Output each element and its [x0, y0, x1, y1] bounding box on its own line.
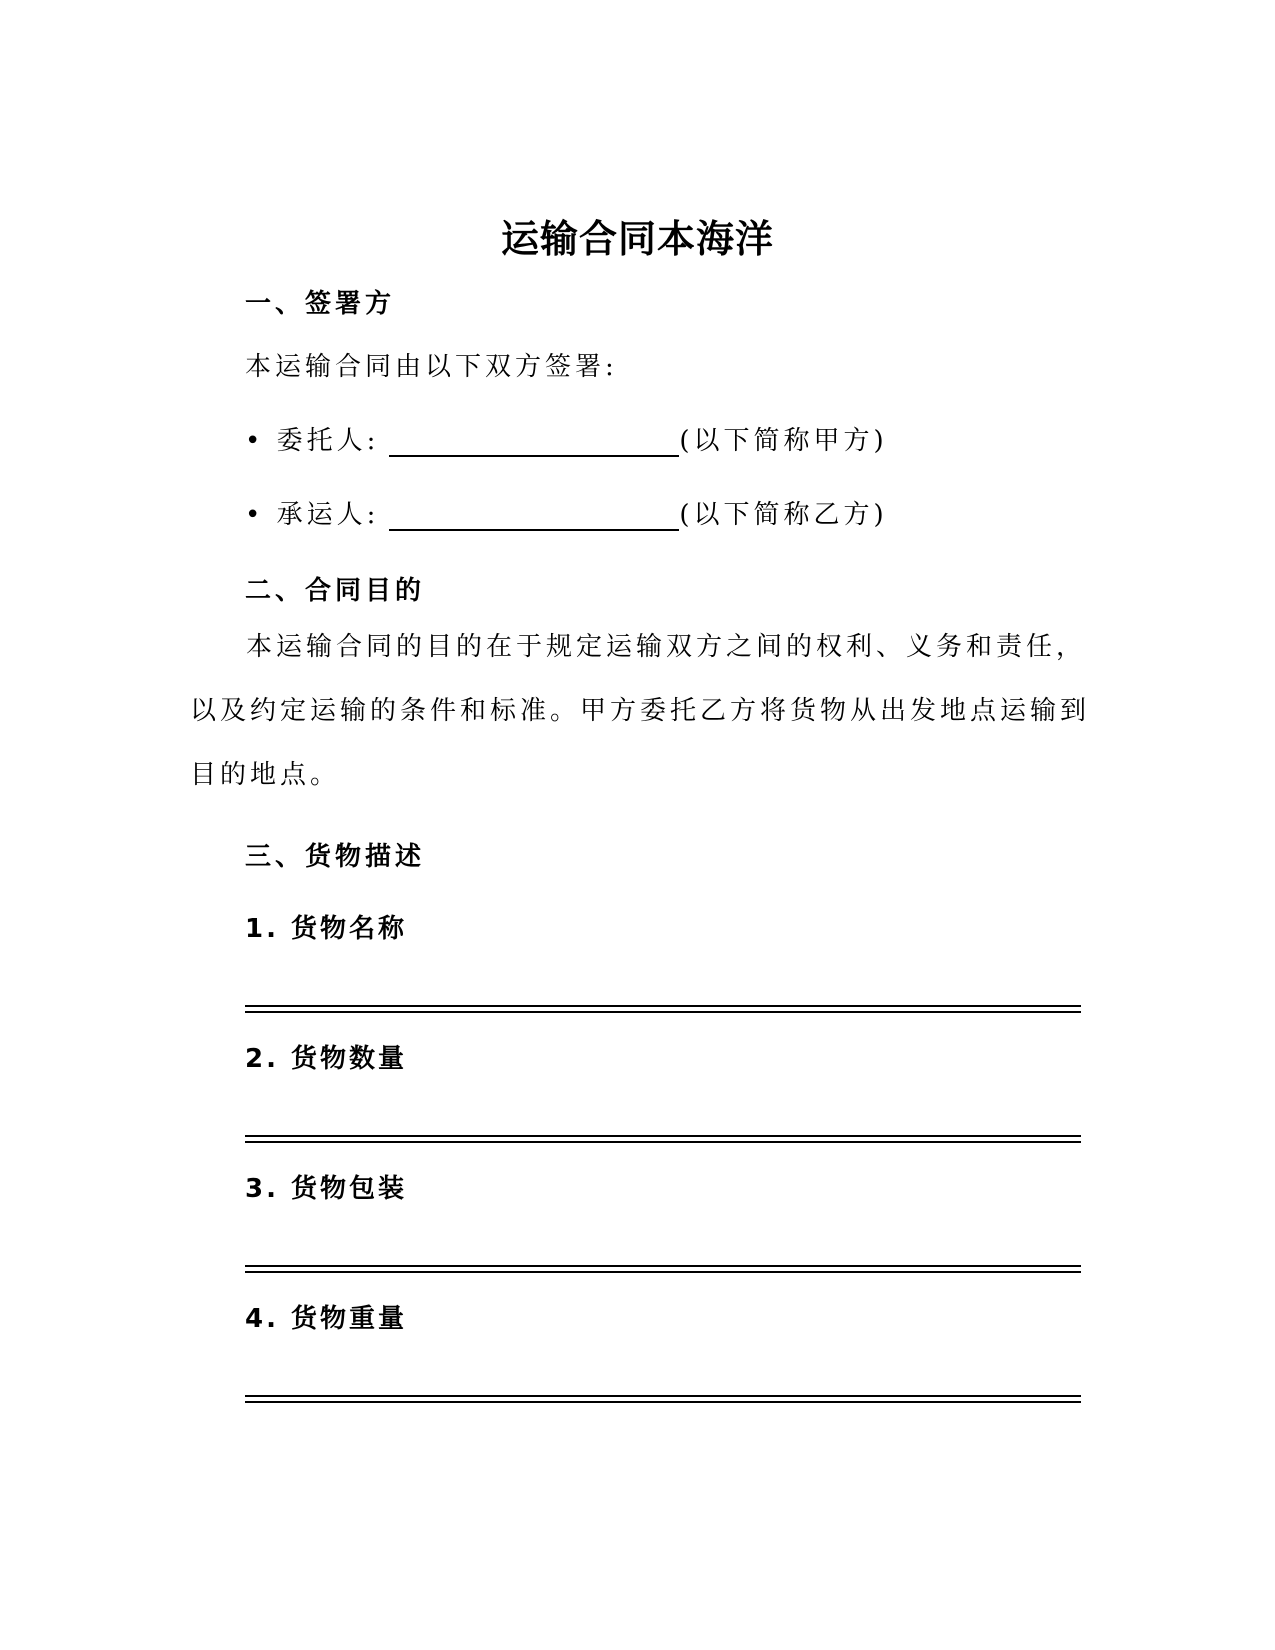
section-heading-goods: 三、货物描述	[245, 842, 426, 872]
goods-quantity-fill-line[interactable]	[245, 1135, 1081, 1143]
goods-item-weight: 4. 货物重量	[245, 1304, 408, 1334]
goods-item-name: 1. 货物名称	[245, 914, 408, 944]
goods-weight-fill-line[interactable]	[245, 1395, 1081, 1403]
goods-packaging-fill-line[interactable]	[245, 1265, 1081, 1273]
document-title: 运输合同本海洋	[500, 217, 774, 261]
purpose-paragraph: 本运输合同的目的在于规定运输双方之间的权利、义务和责任，以及约定运输的条件和标准。甲方委托乙方将货物从出发地点运输到目的地点。	[190, 632, 1091, 790]
signatories-intro: 本运输合同由以下双方签署:	[245, 352, 618, 382]
party-a-label: • 委托人:	[245, 426, 380, 456]
party-b-line	[245, 494, 888, 531]
party-b-label: • 承运人:	[245, 500, 380, 530]
goods-name-fill-line[interactable]	[245, 1005, 1081, 1013]
party-b-note: (以下简称乙方)	[679, 500, 888, 530]
goods-item-packaging: 3. 货物包装	[245, 1174, 408, 1204]
section-heading-signatories: 一、签署方	[245, 289, 396, 319]
party-a-note: (以下简称甲方)	[679, 426, 888, 456]
section-heading-purpose: 二、合同目的	[245, 576, 426, 606]
party-b-blank[interactable]	[389, 505, 679, 531]
party-a-blank[interactable]	[389, 431, 679, 457]
party-a-line	[245, 420, 888, 457]
goods-item-quantity: 2. 货物数量	[245, 1044, 408, 1074]
